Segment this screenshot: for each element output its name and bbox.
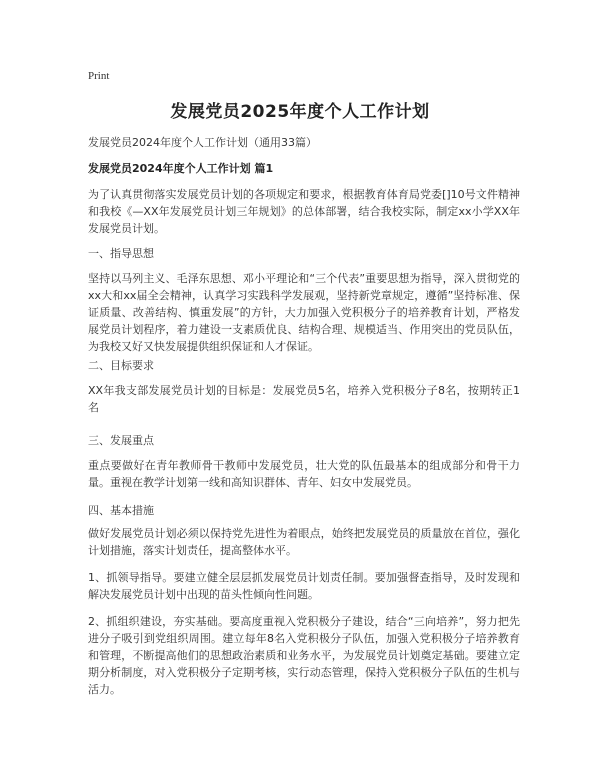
goals-paragraph: XX年我支部发展党员计划的目标是：发展党员5名，培养入党积极分子8名，按期转正1名: [88, 384, 520, 414]
measure-item-2: 2、抓组织建设，夯实基础。要高度重视入党积极分子建设，结合“三向培养”，努力把先进分子吸引到党组织周围。建立每年8名入党积极分子队伍，加强入党积极分子培养教育和管理，不断提高他们的思想政治素质和业务水平，为发展党员计划奠定基础。要建立定期分析制度，对入党积极分子定期考核，实行动态管理，保持入党积极分子队伍的生机与活力。: [88, 615, 520, 696]
measure-item-1: 1、抓领导指导。要建立健全层层抓发展党员计划责任制。要加强督查指导，及时发现和解决发展党员计划中出现的苗头性倾向性问题。: [88, 571, 520, 601]
print-link[interactable]: Print: [88, 70, 110, 82]
document-subtitle: 发展党员2024年度个人工作计划（通用33篇）: [88, 136, 317, 149]
section-heading-focus: 三、发展重点: [88, 434, 154, 447]
section-heading-guiding: 一、指导思想: [88, 247, 154, 260]
section-heading-measures: 四、基本措施: [88, 504, 154, 517]
page-title: 发展党员2025年度个人工作计划: [170, 102, 430, 122]
article-heading: 发展党员2024年度个人工作计划 篇1: [88, 162, 274, 175]
focus-paragraph: 重点要做好在青年教师骨干教师中发展党员，壮大党的队伍最基本的组成部分和骨干力量。重视在教学计划第一线和高知识群体、青年、妇女中发展党员。: [88, 459, 520, 489]
guiding-paragraph: 坚持以马列主义、毛泽东思想、邓小平理论和“三个代表”重要思想为指导，深入贯彻党的xx大和xx届全会精神，认真学习实践科学发展观，坚持新党章规定，遵循”坚持标准、保证质量、改善结构、慎重发展”的方针，大力加强入党积极分子的培养教育计划，严格发展党员计划程序，着力建设一支素质优良、结构合理、规模适当、作用突出的党员队伍，为我校又好又快发展提供组织保证和人才保证。: [88, 272, 520, 353]
measures-paragraph: 做好发展党员计划必须以保持党先进性为着眼点，始终把发展党员的质量放在首位，强化计划措施，落实计划责任，提高整体水平。: [88, 527, 520, 557]
intro-paragraph: 为了认真贯彻落实发展党员计划的各项规定和要求，根据教育体育局党委[]10号文件精神和我校《—XX年发展党员计划三年规划》的总体部署，结合我校实际，制定xx小学XX年发展党员计划。: [88, 188, 520, 235]
section-heading-goals: 二、目标要求: [88, 359, 154, 372]
